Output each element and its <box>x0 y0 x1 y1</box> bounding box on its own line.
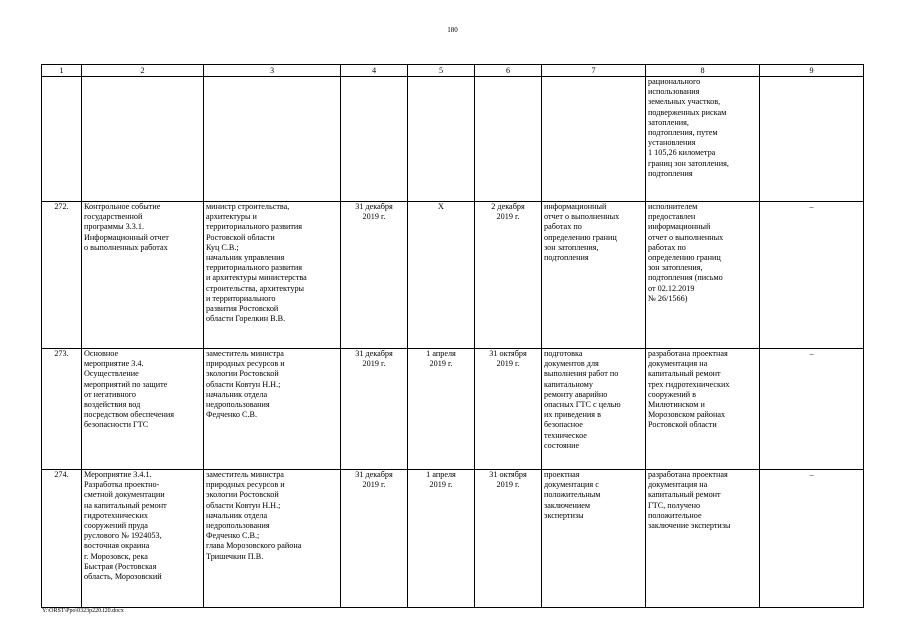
page-number: 180 <box>447 26 458 34</box>
event-name-cell: Основное мероприятие 3.4. Осуществление мероприятий по защите от негативного воздействия вод посредством обеспечения безопасности ГТС <box>82 349 204 470</box>
responsible-cell: министр строительства, архитектуры и территориального развития Ростовской области Куц С.В.; начальник управления территориального развития и архитектуры министерства строительства, архитектуры и территориального развития Ростовской области Горелкин В.В. <box>204 202 341 349</box>
header-cell: 4 <box>341 65 408 77</box>
expected-result-cell: подготовка документов для выполнения работ по капитальному ремонту аварийно опасных ГТС с целью их приведения в безопасное техническое состояние <box>542 349 646 470</box>
results-cell: рационального использования земельных участков, подверженных рискам затопления, подтопления, путем установления 1 105,26 километра границ зон затопления, подтопления <box>646 77 760 202</box>
row-number: 273. <box>42 349 82 470</box>
actual-date-cell: 31 октября 2019 г. <box>475 349 542 470</box>
table-row <box>42 470 864 608</box>
header-cell: 3 <box>204 65 341 77</box>
start-date-cell: 1 апреля 2019 г. <box>408 349 475 470</box>
actual-date-cell: 31 октября 2019 г. <box>475 470 542 608</box>
table-row <box>42 202 864 349</box>
header-cell: 9 <box>760 65 864 77</box>
responsible-cell: заместитель министра природных ресурсов и экологии Ростовской области Ковтун Н.Н.; начальник отдела недропользования Федченко С.В.; глава Морозовского района Тришечкин П.В. <box>204 470 341 608</box>
actual-result-cell: разработана проектная документация на капитальный ремонт трех гидротехнических сооружений в Милютинском и Морозовском районах Ростовской области <box>646 349 760 470</box>
expected-result-cell: проектная документация с положительным заключением экспертизы <box>542 470 646 608</box>
event-name-cell: Контрольное событие государственной программы 3.3.1. Информационный отчет о выполненных работах <box>82 202 204 349</box>
report-table <box>41 64 864 608</box>
continuation-row <box>42 77 864 202</box>
actual-result-cell: исполнителем предоставлен информационный отчет о выполненных работах по определению границ зон затопления, подтопления (письмо от 02.12.2019 № 26/1566) <box>646 202 760 349</box>
header-cell: 2 <box>82 65 204 77</box>
notes-cell: – <box>760 202 864 349</box>
responsible-cell: заместитель министра природных ресурсов и экологии Ростовской области Ковтун Н.Н.; начальник отдела недропользования Федченко С.В. <box>204 349 341 470</box>
header-cell: 7 <box>542 65 646 77</box>
table-row <box>42 349 864 470</box>
header-cell: 1 <box>42 65 82 77</box>
actual-date-cell: 2 декабря 2019 г. <box>475 202 542 349</box>
planned-date-cell: 31 декабря 2019 г. <box>341 349 408 470</box>
start-date-cell: 1 апреля 2019 г. <box>408 470 475 608</box>
planned-date-cell: 31 декабря 2019 г. <box>341 470 408 608</box>
header-row <box>42 65 864 77</box>
notes-cell: – <box>760 470 864 608</box>
header-cell: 8 <box>646 65 760 77</box>
file-path-footer: Y:\ORST\Ppo\0323p220.f20.docx <box>42 608 124 614</box>
notes-cell: – <box>760 349 864 470</box>
row-number: 274. <box>42 470 82 608</box>
expected-result-cell: информационный отчет о выполненных работах по определению границ зон затопления, подтопления <box>542 202 646 349</box>
actual-result-cell: разработана проектная документация на капитальный ремонт ГТС, получено положительное заключение экспертизы <box>646 470 760 608</box>
header-cell: 5 <box>408 65 475 77</box>
start-date-cell: Х <box>408 202 475 349</box>
header-cell: 6 <box>475 65 542 77</box>
row-number: 272. <box>42 202 82 349</box>
planned-date-cell: 31 декабря 2019 г. <box>341 202 408 349</box>
event-name-cell: Мероприятие 3.4.1. Разработка проектно- сметной документации на капитальный ремонт гидротехнических сооружений пруда руслового № 1924053, восточная окраина г. Морозовск, река Быстрая (Ростовская область, Морозовский <box>82 470 204 608</box>
